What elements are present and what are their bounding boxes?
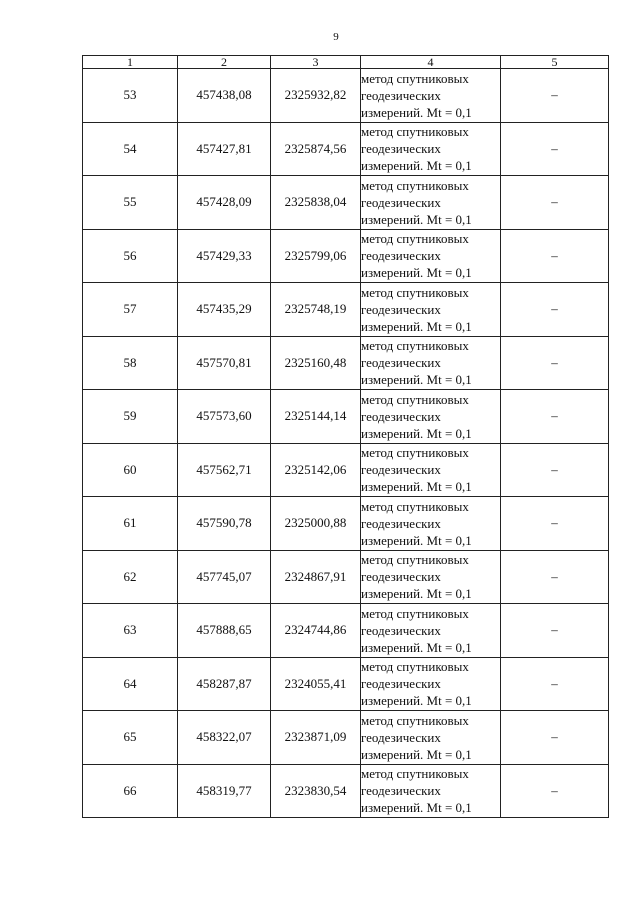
method-line: метод спутниковых (361, 552, 469, 568)
y-coordinate-cell: 2325000,88 (271, 497, 361, 551)
point-number-cell: 64 (83, 657, 178, 711)
method-line: геодезических (361, 408, 441, 424)
note-cell: – (501, 69, 609, 123)
point-number-cell: 57 (83, 283, 178, 337)
table-row (83, 176, 609, 230)
x-coordinate-cell: 457590,78 (178, 497, 271, 551)
method-cell (361, 229, 501, 283)
note-cell: – (501, 443, 609, 497)
method-line: геодезических (361, 729, 441, 745)
method-cell (361, 390, 501, 444)
x-coordinate-cell: 458322,07 (178, 711, 271, 765)
note-cell: – (501, 229, 609, 283)
x-coordinate-cell: 457427,81 (178, 122, 271, 176)
y-coordinate-cell: 2325838,04 (271, 176, 361, 230)
x-coordinate-cell: 457429,33 (178, 229, 271, 283)
method-line: метод спутниковых (361, 605, 469, 621)
y-coordinate-cell: 2324055,41 (271, 657, 361, 711)
method-cell (361, 711, 501, 765)
method-line: измерений. Mt = 0,1 (361, 746, 472, 762)
note-cell: – (501, 711, 609, 765)
note-cell: – (501, 604, 609, 658)
method-line: измерений. Mt = 0,1 (361, 104, 472, 120)
table-header (83, 56, 609, 69)
coordinates-table (82, 55, 609, 818)
table-row (83, 497, 609, 551)
method-cell (361, 550, 501, 604)
table-row (83, 336, 609, 390)
x-coordinate-cell: 457438,08 (178, 69, 271, 123)
method-line: метод спутниковых (361, 338, 469, 354)
method-line: геодезических (361, 676, 441, 692)
header-col-1: 1 (83, 56, 178, 69)
method-line: измерений. Mt = 0,1 (361, 479, 472, 495)
y-coordinate-cell: 2325142,06 (271, 443, 361, 497)
y-coordinate-cell: 2325748,19 (271, 283, 361, 337)
table-body (83, 69, 609, 818)
table-row (83, 764, 609, 818)
method-cell (361, 69, 501, 123)
point-number-cell: 62 (83, 550, 178, 604)
header-col-2: 2 (178, 56, 271, 69)
method-line: измерений. Mt = 0,1 (361, 693, 472, 709)
method-cell (361, 657, 501, 711)
x-coordinate-cell: 457562,71 (178, 443, 271, 497)
method-line: метод спутниковых (361, 712, 469, 728)
note-cell: – (501, 497, 609, 551)
table-row (83, 69, 609, 123)
table-row (83, 657, 609, 711)
method-line: измерений. Mt = 0,1 (361, 532, 472, 548)
method-cell (361, 604, 501, 658)
y-coordinate-cell: 2325799,06 (271, 229, 361, 283)
y-coordinate-cell: 2325932,82 (271, 69, 361, 123)
note-cell: – (501, 657, 609, 711)
method-line: измерений. Mt = 0,1 (361, 372, 472, 388)
method-line: геодезических (361, 301, 441, 317)
point-number-cell: 55 (83, 176, 178, 230)
y-coordinate-cell: 2325160,48 (271, 336, 361, 390)
method-line: геодезических (361, 622, 441, 638)
table-row (83, 283, 609, 337)
note-cell: – (501, 336, 609, 390)
method-line: метод спутниковых (361, 177, 469, 193)
x-coordinate-cell: 457888,65 (178, 604, 271, 658)
method-cell (361, 443, 501, 497)
x-coordinate-cell: 457428,09 (178, 176, 271, 230)
method-line: измерений. Mt = 0,1 (361, 639, 472, 655)
method-line: геодезических (361, 194, 441, 210)
header-col-4: 4 (361, 56, 501, 69)
method-line: измерений. Mt = 0,1 (361, 425, 472, 441)
method-line: геодезических (361, 141, 441, 157)
table-row (83, 550, 609, 604)
method-cell (361, 283, 501, 337)
point-number-cell: 60 (83, 443, 178, 497)
method-line: измерений. Mt = 0,1 (361, 158, 472, 174)
method-line: метод спутниковых (361, 445, 469, 461)
method-line: геодезических (361, 248, 441, 264)
note-cell: – (501, 176, 609, 230)
y-coordinate-cell: 2323871,09 (271, 711, 361, 765)
point-number-cell: 66 (83, 764, 178, 818)
method-line: метод спутниковых (361, 766, 469, 782)
header-col-5: 5 (501, 56, 609, 69)
method-line: измерений. Mt = 0,1 (361, 586, 472, 602)
method-line: метод спутниковых (361, 231, 469, 247)
method-line: измерений. Mt = 0,1 (361, 211, 472, 227)
point-number-cell: 63 (83, 604, 178, 658)
point-number-cell: 53 (83, 69, 178, 123)
x-coordinate-cell: 457570,81 (178, 336, 271, 390)
method-cell (361, 764, 501, 818)
method-cell (361, 176, 501, 230)
y-coordinate-cell: 2323830,54 (271, 764, 361, 818)
method-cell (361, 497, 501, 551)
point-number-cell: 65 (83, 711, 178, 765)
note-cell: – (501, 283, 609, 337)
table-row (83, 711, 609, 765)
x-coordinate-cell: 457745,07 (178, 550, 271, 604)
note-cell: – (501, 122, 609, 176)
method-line: метод спутниковых (361, 498, 469, 514)
method-line: геодезических (361, 569, 441, 585)
method-line: метод спутниковых (361, 391, 469, 407)
table-row (83, 390, 609, 444)
method-line: геодезических (361, 355, 441, 371)
y-coordinate-cell: 2325874,56 (271, 122, 361, 176)
method-line: измерений. Mt = 0,1 (361, 318, 472, 334)
method-line: геодезических (361, 87, 441, 103)
method-line: измерений. Mt = 0,1 (361, 800, 472, 816)
method-line: геодезических (361, 515, 441, 531)
x-coordinate-cell: 457573,60 (178, 390, 271, 444)
header-col-3: 3 (271, 56, 361, 69)
point-number-cell: 56 (83, 229, 178, 283)
table-row (83, 122, 609, 176)
page-number: 9 (333, 31, 339, 43)
y-coordinate-cell: 2325144,14 (271, 390, 361, 444)
table-row (83, 229, 609, 283)
point-number-cell: 54 (83, 122, 178, 176)
y-coordinate-cell: 2324744,86 (271, 604, 361, 658)
method-line: метод спутниковых (361, 124, 469, 140)
note-cell: – (501, 390, 609, 444)
note-cell: – (501, 550, 609, 604)
y-coordinate-cell: 2324867,91 (271, 550, 361, 604)
method-line: метод спутниковых (361, 284, 469, 300)
x-coordinate-cell: 458287,87 (178, 657, 271, 711)
method-line: измерений. Mt = 0,1 (361, 265, 472, 281)
note-cell: – (501, 764, 609, 818)
table-row (83, 443, 609, 497)
method-line: метод спутниковых (361, 659, 469, 675)
header-row (83, 56, 609, 69)
method-line: геодезических (361, 462, 441, 478)
x-coordinate-cell: 458319,77 (178, 764, 271, 818)
method-cell (361, 122, 501, 176)
method-line: геодезических (361, 783, 441, 799)
point-number-cell: 58 (83, 336, 178, 390)
method-cell (361, 336, 501, 390)
table-row (83, 604, 609, 658)
x-coordinate-cell: 457435,29 (178, 283, 271, 337)
method-line: метод спутниковых (361, 70, 469, 86)
point-number-cell: 61 (83, 497, 178, 551)
point-number-cell: 59 (83, 390, 178, 444)
